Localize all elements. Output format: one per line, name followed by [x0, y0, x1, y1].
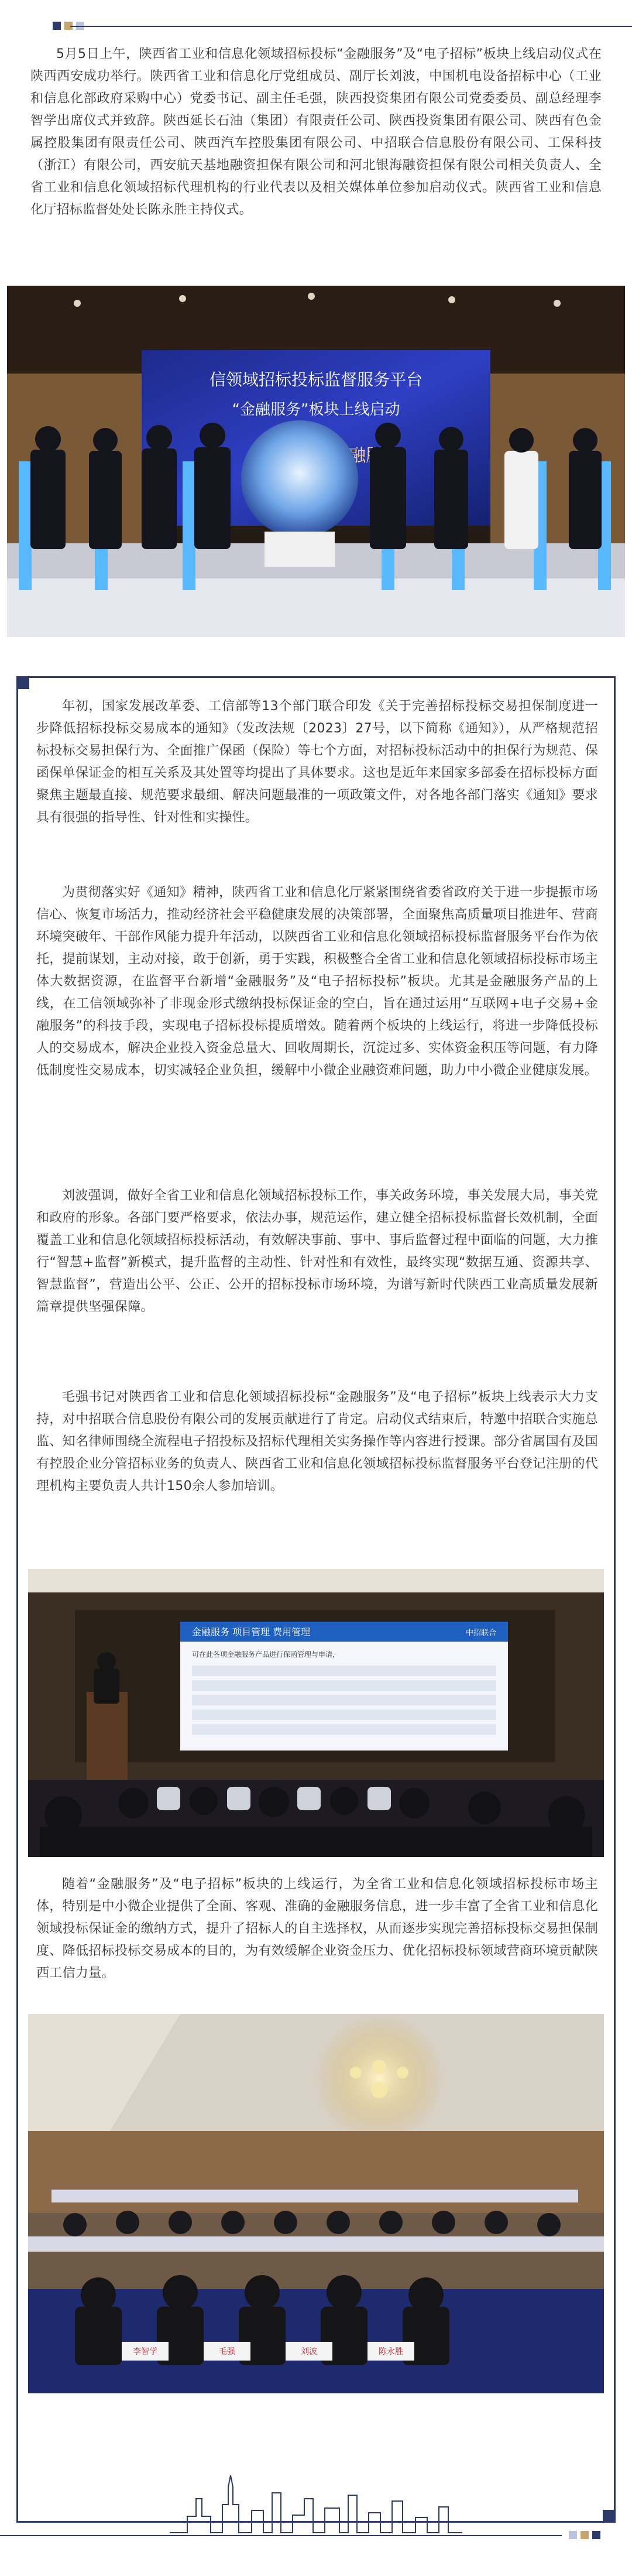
- policy-paragraph: 年初，国家发展改革委、工信部等13个部门联合印发《关于完善招标投标交易担保制度进一步降低招标投标交易成本的通知》（发改法规〔2023〕27号，以下简称《通知》），从严格规范招标投标交易担保行为、全面推广保函（保险）等七个方面，对招标投标活动中的担保行为规范、保函保单保证金的相互关系及其处置等均提出了具体要求。这也是近年来国家多部委在招标投标方面聚焦主题最直接、规范要求最细、解决问题最准的一项政策文件，对各地各部门落实《通知》要求具有很强的指导性、针对性和实操性。: [36, 699, 598, 825]
- training-session-photo: [28, 1569, 604, 1857]
- ceremony-stage-photo: [7, 286, 625, 637]
- screen-line-1: 信领域招标投标监督服务平台: [209, 370, 423, 389]
- ceremony-stage-illustration: [7, 286, 625, 637]
- maoqiang-speech-paragraph: 毛强书记对陕西省工业和信息化领域招标投标“金融服务”及“电子招标”板块上线表示大力支持，对中招联合信息股份有限公司的发展贡献进行了肯定。启动仪式结束后，特邀中招联合实施总监、知名律师围绕全流程电子招投标及招标代理相关实务操作等内容进行授课。部分省属国有及国有控股企业分管招标业务的负责人、陕西省工业和信息化领域招标投标监督服务平台登记注册的代理机构主要负责人共计150余人参加培训。: [36, 1390, 598, 1493]
- frame-corner-mark: [603, 2510, 616, 2523]
- screen-subtitle: 可在此各项金融服务产品进行保函管理与申请，: [192, 1650, 340, 1659]
- audience-hall-photo: [28, 2014, 604, 2393]
- city-skyline-icon: [170, 2464, 462, 2534]
- screen-line-2: “金融服务”板块上线启动: [232, 401, 400, 419]
- deco-square: [592, 2531, 600, 2539]
- frame-corner-mark: [16, 676, 29, 689]
- name-card: 陈永胜: [379, 2347, 403, 2356]
- training-session-illustration: [28, 1569, 604, 1857]
- screen-logo: 中招联合: [465, 1629, 496, 1638]
- screen-title: 金融服务 项目管理 费用管理: [192, 1626, 311, 1638]
- deco-square: [569, 2531, 577, 2539]
- name-card: 毛强: [219, 2347, 235, 2356]
- deco-square: [581, 2531, 589, 2539]
- footer-rule: [0, 2535, 562, 2536]
- footer-deco-squares: [569, 2531, 600, 2539]
- name-card: 李智学: [133, 2347, 157, 2356]
- implementation-paragraph: 为贯彻落实好《通知》精神，陕西省工业和信息化厅紧紧围绕省委省政府关于进一步提振市场信心、恢复市场活力，推动经济社会平稳健康发展的决策部署，全面聚焦高质量项目推进年、营商环境突破年、干部作风能力提升年活动，以陕西省工业和信息化领域招标投标监督服务平台作为依托，提前谋划，主动对接，敢于创新，勇于实践，积极整合全省工业和信息化领域招标投标市场主体大数据资源，在监督平台新增“金融服务”及“电子招标投标”板块。尤其是金融服务产品的上线，在工信领域弥补了非现金形式缴纳投标保证金的空白，旨在通过运用“互联网+电子交易+金融服务”的科技手段，实现电子招标投标提质增效。随着两个板块的上线运行，将进一步降低投标人的交易成本，解决企业投入资金总量大、回收周期长，沉淀过多、实体资金积压等问题，有力降低制度性交易成本，切实减轻企业负担，缓解中小微企业融资难问题，助力中小微企业健康发展。: [36, 885, 598, 1078]
- liubo-speech-paragraph: 刘波强调，做好全省工业和信息化领域招标投标工作，事关政务环境，事关发展大局，事关党和政府的形象。各部门要严格要求，依法办事，规范运作，建立健全招标投标监督长效机制，全面覆盖工业和信息化领域招标投标活动，有效解决事前、事中、事后监督过程中面临的问题，大力推行“智慧+监督”新模式，提升监督的主动性、针对性和有效性，最终实现“数据互通、资源共享、智慧监督”，营造出公平、公正、公开的招标投标市场环境，为谱写新时代陕西工业高质量发展新篇章提供坚强保障。: [36, 1188, 598, 1314]
- intro-paragraph: 5月5日上午，陕西省工业和信息化领域招标投标“金融服务”及“电子招标”板块上线启动仪式在陕西西安成功举行。陕西省工业和信息化厅党组成员、副厅长刘波，中国机电设备招标中心（工业和信息化部政府采购中心）党委书记、副主任毛强，陕西投资集团有限公司党委委员、副总经理李智学出席仪式并致辞。陕西延长石油（集团）有限责任公司、陕西投资集团有限公司、陕西有色金属控股集团有限责任公司、陕西汽车控股集团有限公司、中招联合信息股份有限公司、工保科技（浙江）有限公司，西安航天基地融资担保有限公司和河北银海融资担保有限公司相关负责人、全省工业和信息化领域招标代理机构的行业代表以及相关媒体单位参加启动仪式。陕西省工业和信息化厅招标监督处处长陈永胜主持仪式。: [30, 47, 602, 217]
- deco-square: [53, 22, 61, 30]
- audience-hall-illustration: [28, 2014, 604, 2393]
- header-rule: [70, 26, 632, 27]
- name-card: 刘波: [301, 2347, 317, 2356]
- conclusion-paragraph: 随着“金融服务”及“电子招标”板块的上线运行，为全省工业和信息化领域招标投标市场主体，特别是中小微企业提供了全面、客观、准确的金融服务信息，进一步丰富了全省工业和信息化领域投标保证金的缴纳方式，提升了招标人的自主选择权，从而逐步实现完善招标投标交易担保制度、降低招标投标交易成本的目的，为有效缓解企业资金压力、优化招标投标领域营商环境贡献陕西工信力量。: [36, 1877, 598, 1981]
